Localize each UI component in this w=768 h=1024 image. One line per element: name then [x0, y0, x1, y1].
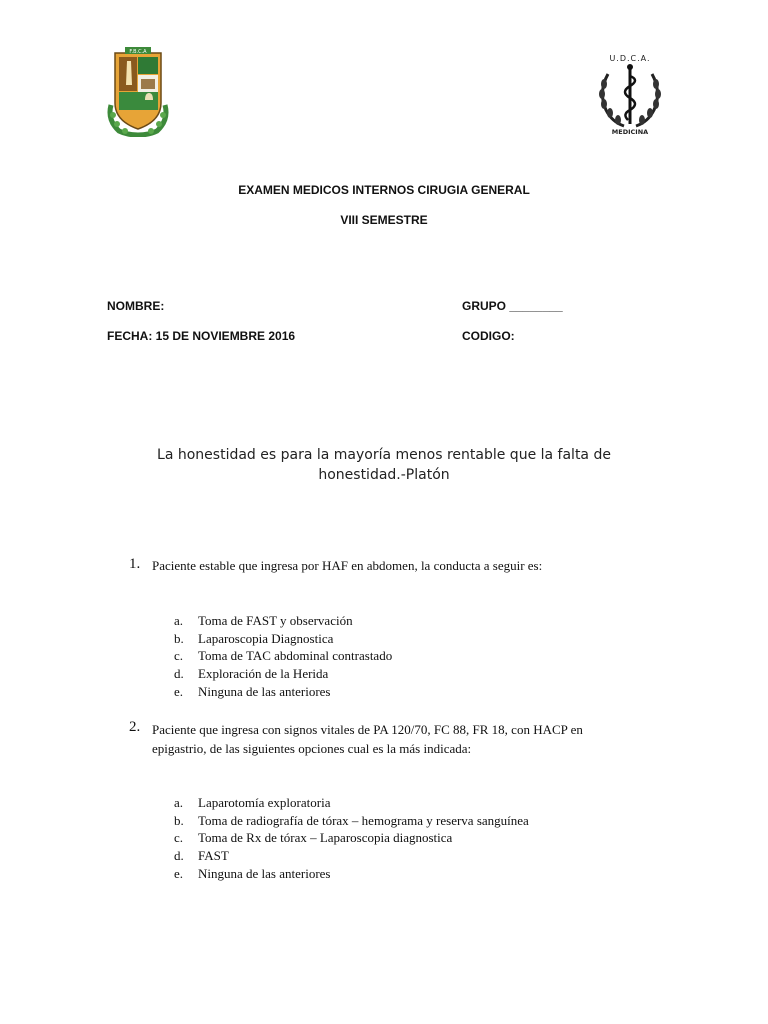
option-q1-a: [174, 612, 392, 630]
question-1-line: Paciente estable que ingresa por HAF en abdomen, la conducta a seguir es:: [152, 558, 543, 573]
option-letter: e.: [174, 683, 184, 699]
option-letter: a.: [174, 795, 184, 810]
medicina-text: MEDICINA: [611, 128, 649, 136]
question-1-text: [152, 557, 542, 575]
option-text: Ninguna de las anteriores: [198, 865, 331, 881]
question-1-options: [174, 612, 392, 701]
option-text: Toma de TAC abdominal contrastado: [198, 648, 393, 664]
option-q1-e: [174, 683, 392, 701]
question-1-number: 1.: [129, 556, 141, 572]
option-q2-d: [174, 847, 529, 865]
question-2-line-2: epigastrio, de las siguientes opciones cual es la más indicada:: [152, 741, 472, 756]
option-q2-a: [174, 794, 529, 812]
nombre-label: NOMBRE:: [107, 299, 165, 313]
codigo-label: CODIGO:: [462, 329, 515, 343]
option-text: Toma de FAST y observación: [198, 613, 353, 628]
quote-line-1: La honestidad es para la mayoría menos rentable que la falta de: [157, 447, 611, 463]
udca-medicina-logo: [594, 52, 666, 140]
option-letter: c.: [174, 648, 184, 664]
option-text: Exploración de la Herida: [198, 666, 329, 682]
option-text: Toma de radiografía de tórax – hemograma y reserva sanguínea: [198, 812, 529, 828]
exam-title: EXAMEN MEDICOS INTERNOS CIRUGIA GENERAL: [238, 183, 530, 197]
question-2-text: [152, 720, 583, 758]
option-letter: b.: [174, 812, 184, 828]
option-letter: a.: [174, 613, 184, 628]
option-q2-e: [174, 865, 529, 883]
option-text: Laparoscopia Diagnostica: [198, 630, 334, 646]
option-q1-b: [174, 630, 392, 648]
option-q1-d: [174, 665, 392, 683]
quote: [134, 445, 634, 485]
option-letter: e.: [174, 865, 184, 881]
question-2-options: [174, 794, 529, 883]
udca-top-text: U.D.C.A.: [609, 54, 651, 63]
option-text: Toma de Rx de tórax – Laparoscopia diagnostica: [198, 830, 453, 846]
quote-line-2: honestidad.-Platón: [318, 467, 450, 483]
question-2-line-1: Paciente que ingresa con signos vitales de PA 120/70, FC 88, FR 18, con HACP en: [152, 722, 583, 737]
university-crest-logo: [105, 45, 171, 137]
exam-subtitle: VIII SEMESTRE: [340, 213, 428, 227]
option-letter: d.: [174, 666, 184, 682]
fecha-label: FECHA: 15 DE NOVIEMBRE 2016: [107, 329, 296, 343]
option-q2-b: [174, 812, 529, 830]
option-q1-c: [174, 647, 392, 665]
option-text: Laparotomía exploratoria: [198, 795, 331, 810]
option-letter: b.: [174, 630, 184, 646]
grupo-label: GRUPO ________: [462, 299, 563, 313]
option-letter: c.: [174, 830, 184, 846]
crest-top-text: F.B.C.A: [129, 49, 147, 55]
option-letter: d.: [174, 848, 184, 864]
option-text: Ninguna de las anteriores: [198, 683, 331, 699]
question-2-number: 2.: [129, 719, 141, 735]
option-q2-c: [174, 829, 529, 847]
option-text: FAST: [198, 848, 229, 864]
